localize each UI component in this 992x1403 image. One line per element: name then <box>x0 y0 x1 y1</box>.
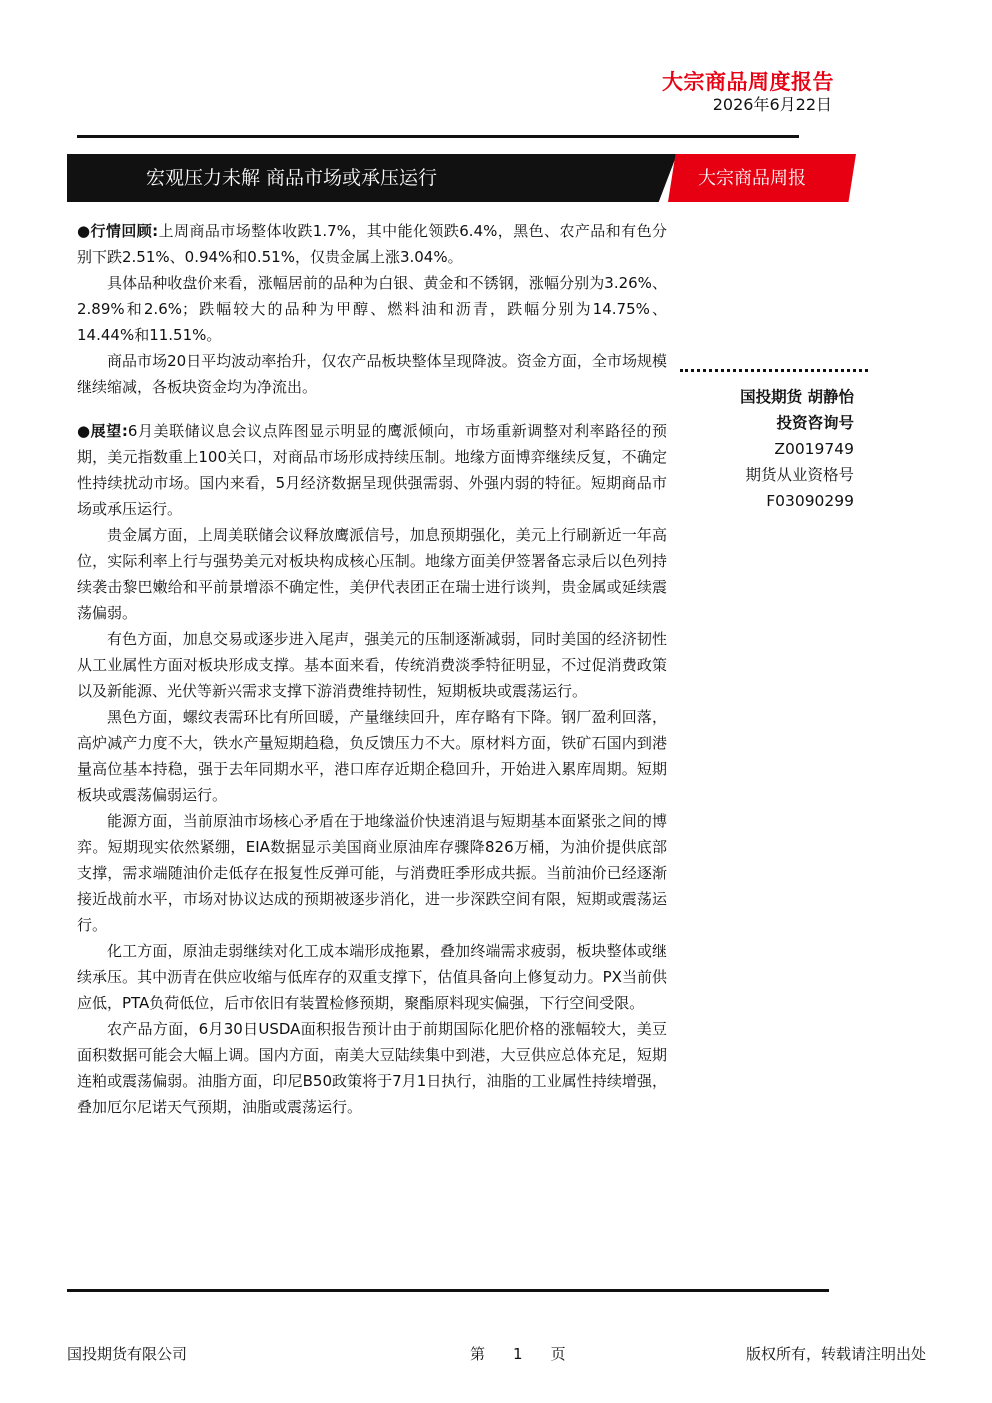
review-paragraph: 具体品种收盘价来看，涨幅居前的品种为白银、黄金和不锈钢，涨幅分别为3.26%、2.89%和2.6%；跌幅较大的品种为甲醇、燃料油和沥青，跌幅分别为14.75%、14.44%和11.51%。 <box>77 274 667 344</box>
license-number: F03090299 <box>766 492 854 510</box>
page-suffix: 页 <box>550 1345 566 1363</box>
license-label: 期货从业资格号 <box>745 466 854 484</box>
outlook-paragraph-agriculture: 农产品方面，6月30日USDA面积报告预计由于前期国际化肥价格的涨幅较大，美豆面积数据可能会大幅上调。国内方面，南美大豆陆续集中到港，大豆供应总体充足，短期连粕或震荡偏弱。油脂方面，印尼B50政策将于7月1日执行，油脂的工业属性持续增强，叠加厄尔尼诺天气预期，油脂或震荡运行。 <box>77 1020 667 1116</box>
report-title: 大宗商品周度报告 <box>662 70 834 94</box>
page-prefix: 第 <box>470 1345 486 1363</box>
review-label: ●行情回顾: <box>77 222 159 240</box>
outlook-paragraph-chemicals: 化工方面，原油走弱继续对化工成本端形成拖累，叠加终端需求疲弱，板块整体或继续承压。其中沥青在供应收缩与低库存的双重支撑下，估值具备向上修复动力。PX当前供应低，PTA负荷低位，后市依旧有装置检修预期，聚酯原料现实偏强，下行空间受限。 <box>77 942 667 1012</box>
footer-company: 国投期货有限公司 <box>67 1345 188 1363</box>
author-block <box>634 384 854 514</box>
outlook-label: ●展望: <box>77 422 128 440</box>
footer-page-number <box>456 1343 580 1364</box>
footer-copyright: 版权所有，转载请注明出处 <box>745 1345 926 1363</box>
review-lead-text: 上周商品市场整体收跌1.7%，其中能化领跌6.4%，黑色、农产品和有色分别下跌2.51%、0.94%和0.51%，仅贵金属上涨3.04%。 <box>77 222 667 266</box>
outlook-paragraph-ferrous: 黑色方面，螺纹表需环比有所回暖，产量继续回升，库存略有下降。钢厂盈利回落，高炉减产力度不大，铁水产量短期趋稳，负反馈压力不大。原材料方面，铁矿石国内到港量高位基本持稳，强于去年同期水平，港口库存近期企稳回升，开始进入累库周期。短期板块或震荡偏弱运行。 <box>77 708 667 804</box>
review-lead <box>77 218 667 270</box>
outlook-lead <box>77 418 667 522</box>
author-name: 国投期货 胡静怡 <box>740 388 854 406</box>
outlook-lead-text: 6月美联储议息会议点阵图显示明显的鹰派倾向，市场重新调整对利率路径的预期，美元指数重上100关口，对商品市场形成持续压制。地缘方面博弈继续反复，不确定性持续扰动市场。国内来看，5月经济数据呈现供强需弱、外强内弱的特征。短期商品市场或承压运行。 <box>77 422 667 518</box>
sidebar-dotted-divider <box>680 369 868 372</box>
page-number: 1 <box>513 1345 523 1363</box>
page-title: 宏观压力未解 商品市场或承压运行 <box>146 167 438 189</box>
outlook-paragraph-energy: 能源方面，当前原油市场核心矛盾在于地缘溢价快速消退与短期基本面紧张之间的博弈。短期现实依然紧绷，EIA数据显示美国商业原油库存骤降826万桶，为油价提供底部支撑，需求端随油价走低存在报复性反弹可能，与消费旺季形成共振。当前油价已经逐渐接近战前水平，市场对协议达成的预期被逐步消化，进一步深跌空间有限，短期或震荡运行。 <box>77 812 667 934</box>
top-divider <box>77 135 799 138</box>
review-paragraph: 商品市场20日平均波动率抬升，仅农产品板块整体呈现降波。资金方面，全市场规模继续缩减，各板块资金均为净流出。 <box>77 352 667 396</box>
bottom-divider <box>67 1289 829 1292</box>
report-date: 2026年6月22日 <box>712 95 832 114</box>
outlook-paragraph-nonferrous: 有色方面，加息交易或逐步进入尾声，强美元的压制逐渐减弱，同时美国的经济韧性从工业属性方面对板块形成支撑。基本面来看，传统消费淡季特征明显，不过促消费政策以及新能源、光伏等新兴需求支撑下游消费维持韧性，短期板块或震荡运行。 <box>77 630 667 700</box>
cert-label: 投资咨询号 <box>776 414 854 432</box>
report-type-tag: 大宗商品周报 <box>698 168 806 189</box>
report-body <box>77 218 667 1120</box>
cert-number: Z0019749 <box>774 440 854 458</box>
outlook-paragraph-precious-metals: 贵金属方面，上周美联储会议释放鹰派信号，加息预期强化，美元上行刷新近一年高位，实际利率上行与强势美元对板块构成核心压制。地缘方面美伊签署备忘录后以色列持续袭击黎巴嫩给和平前景增添不确定性，美伊代表团正在瑞士进行谈判，贵金属或延续震荡偏弱。 <box>77 526 667 622</box>
